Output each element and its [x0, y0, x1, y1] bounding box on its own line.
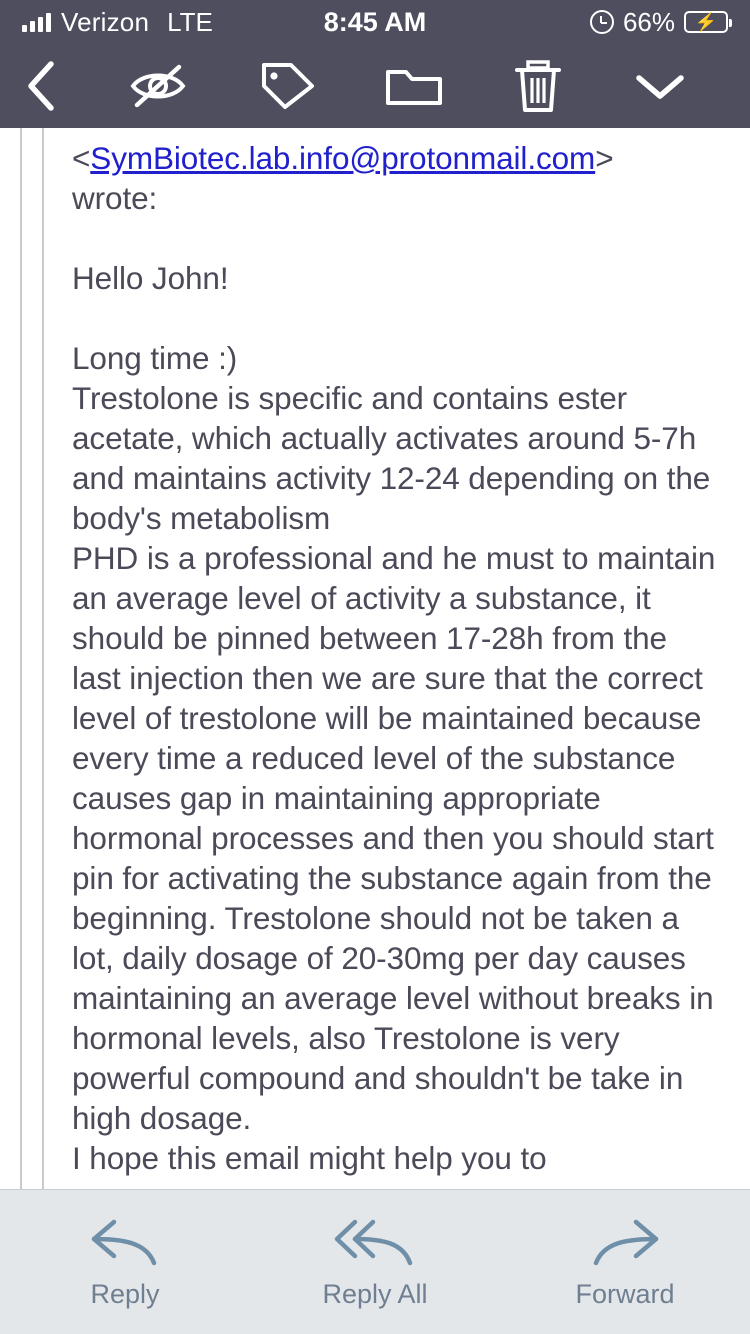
status-bar-right	[590, 7, 728, 38]
message-body-scroll[interactable]	[0, 128, 750, 1189]
network-type-label: LTE	[167, 6, 213, 37]
folder-icon	[383, 61, 445, 111]
paragraph-3: PHD is a professional and he must to maintain an average level of activity a substance, it should be pinned between 17-28h from the last injection then we are sure that the correct level of trestolone will be maintained because every time a reduced level of the substance causes gap in maintaining appropriate hormonal processes and then you should start pin for activating the substance again from the beginning. Trestolone should not be taken a lot, daily dosage of 20-30mg per day causes maintaining an average level without breaks in hormonal levels, also Trestolone is very powerful compound and shouldn't be take in high dosage.	[72, 540, 716, 1136]
reply-all-button[interactable]	[250, 1215, 500, 1310]
signal-bars-icon	[22, 12, 51, 32]
battery-charging-icon: ⚡	[684, 11, 728, 33]
carrier-label: Verizon	[61, 6, 150, 37]
message-action-bar	[0, 1189, 750, 1334]
reply-all-arrow-icon	[333, 1215, 417, 1269]
forward-label: Forward	[575, 1278, 675, 1309]
paragraph-2: Trestolone is specific and contains ester acetate, which actually activates around 5-7h and maintains activity 12-24 depending on the body's metabolism	[72, 380, 711, 536]
status-bar	[0, 0, 750, 44]
toolbar-actions	[94, 58, 726, 114]
reply-arrow-icon	[88, 1215, 162, 1269]
more-options-button[interactable]	[631, 68, 689, 104]
forward-arrow-icon	[588, 1215, 662, 1269]
message-text	[0, 128, 750, 1178]
battery-percent-label: 66%	[622, 6, 675, 37]
greeting-line: Hello John!	[72, 260, 229, 296]
tag-button[interactable]	[255, 60, 317, 112]
chevron-down-icon	[631, 68, 689, 104]
forward-button[interactable]	[500, 1215, 750, 1310]
reply-all-label: Reply All	[322, 1278, 428, 1309]
alarm-clock-icon	[590, 10, 614, 34]
reply-label: Reply	[90, 1278, 160, 1309]
reply-button[interactable]	[0, 1215, 250, 1310]
tag-icon	[255, 60, 317, 112]
mark-unread-button[interactable]	[127, 61, 189, 111]
angle-open: <	[72, 140, 91, 176]
back-button[interactable]	[24, 59, 94, 113]
paragraph-4: I hope this email might help you to	[72, 1140, 547, 1176]
delete-button[interactable]	[511, 58, 565, 114]
blank-line-1	[72, 218, 720, 258]
sender-line	[72, 138, 720, 178]
mark-unread-icon	[127, 61, 189, 111]
quote-level-rails	[0, 128, 56, 1189]
chevron-left-icon	[24, 59, 58, 113]
status-bar-left	[22, 7, 213, 38]
sender-email-link[interactable]: SymBiotec.lab.info@protonmail.com	[90, 140, 596, 176]
paragraph-1: Long time :)	[72, 340, 238, 376]
message-toolbar	[0, 44, 750, 128]
clock-label: 8:45 AM	[323, 6, 427, 37]
trash-icon	[511, 58, 565, 114]
blank-line-2	[72, 298, 720, 338]
wrote-line: wrote:	[72, 180, 158, 216]
angle-close: >	[595, 140, 614, 176]
move-to-folder-button[interactable]	[383, 61, 445, 111]
